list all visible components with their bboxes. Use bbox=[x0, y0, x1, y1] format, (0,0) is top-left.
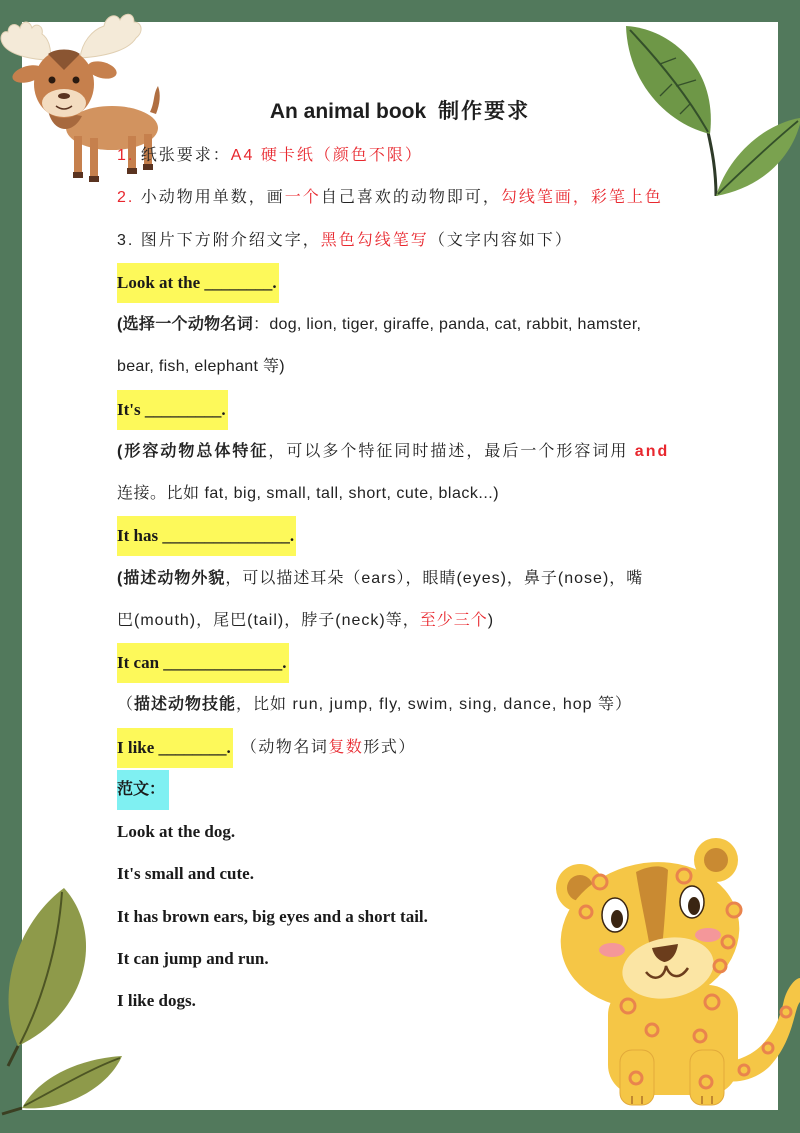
sentence-frame-like: I like ________. bbox=[117, 728, 233, 768]
leopard-spot bbox=[739, 1065, 749, 1075]
hint-its-bold: (形容动物总体特征 bbox=[117, 442, 269, 460]
frame-like-line bbox=[117, 727, 717, 769]
requirement-1-number: 1. bbox=[117, 147, 135, 164]
like-note-text: （动物名词 bbox=[240, 738, 329, 756]
example-line: It can jump and run. bbox=[117, 948, 269, 968]
example-label-line bbox=[117, 769, 717, 811]
frame-its-line bbox=[117, 389, 717, 431]
frame-can-line bbox=[117, 642, 717, 684]
hint-look-text: bear, fish, elephant 等) bbox=[117, 358, 285, 376]
hint-can-text: ，比如 run, jump, fly, swim, sing, dance, hop 等） bbox=[236, 696, 632, 714]
moose-antler-right bbox=[80, 14, 141, 58]
moose-eye-left bbox=[49, 77, 56, 84]
requirement-1-value: A4 硬卡纸（颜色不限） bbox=[230, 147, 423, 164]
leopard-spot bbox=[763, 1043, 773, 1053]
sentence-frame-has: It has _______________. bbox=[117, 516, 296, 556]
hint-its-text: ，可以多个特征同时描述，最后一个形容词用 bbox=[268, 442, 635, 460]
like-note bbox=[241, 739, 416, 756]
leopard-spot bbox=[700, 1076, 712, 1088]
title-english: An animal book bbox=[269, 100, 427, 123]
requirement-3-text: （文字内容如下） bbox=[428, 231, 573, 249]
example-line: I like dogs. bbox=[117, 991, 196, 1010]
hint-has-close: ) bbox=[487, 611, 495, 629]
requirement-2-number: 2. bbox=[117, 189, 135, 207]
leaves-bottom-left bbox=[2, 888, 122, 1114]
moose-hoof bbox=[89, 176, 99, 182]
hint-its-and: and bbox=[634, 442, 670, 460]
example-label: 范文： bbox=[117, 770, 169, 810]
sentence-frame-look: Look at the ________. bbox=[117, 263, 279, 303]
requirement-2-text: 自己喜欢的动物即可， bbox=[320, 189, 501, 207]
example-line: It has brown ears, big eyes and a short tail. bbox=[117, 906, 428, 926]
hint-look-line-2 bbox=[117, 346, 717, 388]
leaf-upright bbox=[9, 888, 86, 1046]
hint-can-open: （ bbox=[117, 696, 135, 714]
sentence-frame-can: It can ______________. bbox=[117, 643, 289, 683]
moose-leg bbox=[74, 136, 82, 176]
hint-its-line-1 bbox=[117, 431, 717, 473]
hint-has-bold: (描述动物外貌 bbox=[117, 569, 226, 587]
moose-eye-right bbox=[73, 77, 80, 84]
moose-leg bbox=[90, 138, 98, 180]
hint-its-text: 连接。比如 fat, big, small, tall, short, cute, black...) bbox=[117, 485, 500, 502]
hint-has-line-1 bbox=[117, 558, 717, 600]
leopard-spot bbox=[781, 1007, 791, 1017]
document-body bbox=[117, 135, 717, 1022]
requirement-3-text: 3. 图片下方附介绍文字， bbox=[117, 231, 321, 249]
hint-has-minimum: 至少三个 bbox=[419, 611, 488, 629]
hint-look-line-1 bbox=[117, 304, 717, 346]
leaf-stem bbox=[2, 1108, 22, 1114]
requirement-1 bbox=[117, 135, 717, 177]
hint-can-bold: 描述动物技能 bbox=[134, 696, 237, 714]
leopard-spot bbox=[722, 936, 734, 948]
requirement-1-label: 纸张要求： bbox=[134, 147, 231, 164]
requirement-2-highlight: 一个 bbox=[284, 189, 321, 207]
requirement-3-highlight: 黑色勾线笔写 bbox=[320, 231, 429, 249]
hint-has-text: 巴(mouth)，尾巴(tail)，脖子(neck)等， bbox=[117, 611, 420, 629]
frame-has-line bbox=[117, 515, 717, 557]
page-title bbox=[0, 97, 800, 127]
leopard-spot bbox=[646, 1024, 658, 1036]
title-chinese: 制作要求 bbox=[438, 100, 531, 123]
requirement-3 bbox=[117, 220, 717, 262]
requirement-2-text: 小动物用单数，画 bbox=[134, 189, 285, 207]
example-line: Look at the dog. bbox=[117, 822, 236, 841]
moose-antler-left bbox=[1, 22, 50, 60]
like-note-text: 形式） bbox=[363, 738, 416, 756]
like-note-plural: 复数 bbox=[328, 738, 364, 756]
frame-look-line bbox=[117, 262, 717, 304]
hint-look-text: ：dog, lion, tiger, giraffe, panda, cat, rabbit, hamster, bbox=[253, 316, 642, 333]
moose-hoof bbox=[73, 172, 83, 178]
leaf-stem bbox=[8, 1046, 18, 1066]
hint-can-line bbox=[117, 684, 717, 726]
leopard-spot bbox=[727, 903, 741, 917]
example-line: It's small and cute. bbox=[117, 864, 254, 884]
leopard-spot bbox=[630, 1072, 642, 1084]
leopard-spot bbox=[694, 1030, 706, 1042]
hint-has-text: ，可以描述耳朵（ears），眼睛(eyes)，鼻子(nose)，嘴 bbox=[225, 569, 644, 587]
requirement-2 bbox=[117, 177, 717, 219]
hint-look-bold: (选择一个动物名词 bbox=[117, 316, 254, 333]
hint-has-line-2 bbox=[117, 600, 717, 642]
hint-its-line-2 bbox=[117, 473, 717, 515]
sentence-frame-its: It's _________. bbox=[117, 390, 228, 430]
requirement-2-highlight: 勾线笔画，彩笔上色 bbox=[500, 189, 663, 207]
